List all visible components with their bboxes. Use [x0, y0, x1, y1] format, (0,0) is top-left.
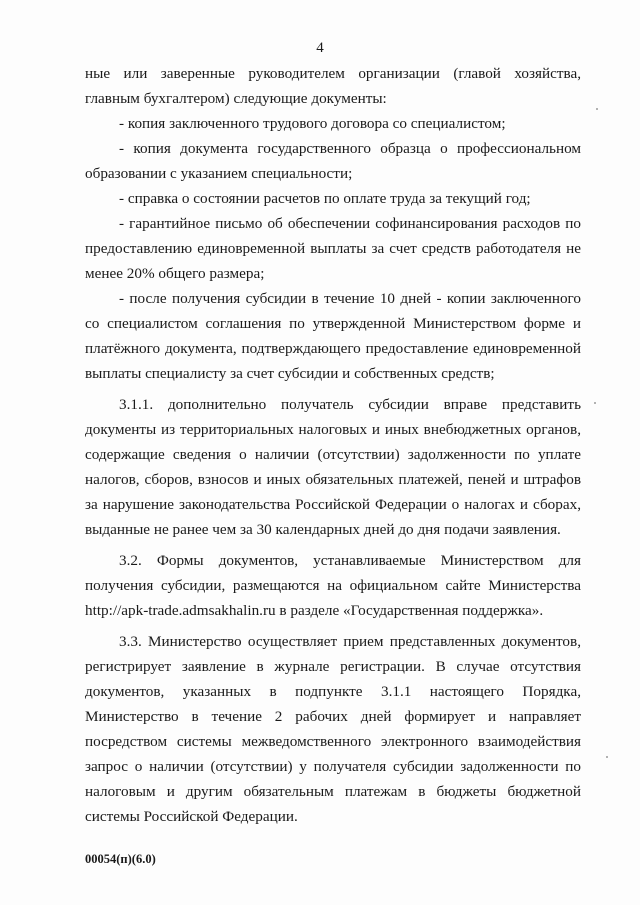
clause-3-2: 3.2. Формы документов, устанавливаемые Министерством для получения субсидии, размещаются на официальном сайте Министерства http://apk-trade.admsakhalin.ru в разделе «Государственная поддержка».	[85, 552, 581, 619]
list-item-education-document: - копия документа государственного образца о профессиональном образовании с указанием специальности;	[85, 140, 581, 182]
scan-speck	[594, 402, 596, 404]
list-item-guarantee-letter: - гарантийное письмо об обеспечении софинансирования расходов по предоставлению единовременной выплаты за счет средств работодателя не менее 20% общего размера;	[85, 215, 581, 282]
document-body	[85, 61, 581, 829]
list-item-after-subsidy: - после получения субсидии в течение 10 дней - копии заключенного со специалистом соглашения по утвержденной Министерством форме и платёжного документа, подтверждающего предоставление единовременной выплаты специалисту за счет субсидии и собственных средств;	[85, 290, 581, 382]
list-item-wage-certificate: - справка о состоянии расчетов по оплате труда за текущий год;	[119, 190, 531, 207]
list-item-labor-contract: - копия заключенного трудового договора со специалистом;	[119, 115, 506, 132]
clause-3-3: 3.3. Министерство осуществляет прием представленных документов, регистрирует заявление в журнале регистрации. В случае отсутствия документов, указанных в подпункте 3.1.1 настоящего Порядка, Министерство в течение 2 рабочих дней формирует и направляет посредством системы межведомственного электронного взаимодействия запрос о наличии (отсутствии) у получателя субсидии задолженности по налоговым и другим обязательным платежам в бюджеты бюджетной системы Российской Федерации.	[85, 633, 581, 825]
page-number: 4	[316, 40, 324, 56]
clause-3-1-1: 3.1.1. дополнительно получатель субсидии вправе представить документы из территориальных налоговых и иных внебюджетных органов, содержащие сведения о наличии (отсутствии) задолженности по уплате налогов, сборов, взносов и иных обязательных платежей, пеней и штрафов за нарушение законодательства Российской Федерации о налогах и сборах, выданные не ранее чем за 30 календарных дней до дня подачи заявления.	[85, 396, 581, 538]
footer-document-code: 00054(п)(6.0)	[85, 852, 156, 866]
scan-speck	[596, 108, 598, 110]
scan-speck	[606, 756, 608, 758]
paragraph-intro-continuation: ные или заверенные руководителем организации (главой хозяйства, главным бухгалтером) следующие документы:	[85, 65, 581, 107]
